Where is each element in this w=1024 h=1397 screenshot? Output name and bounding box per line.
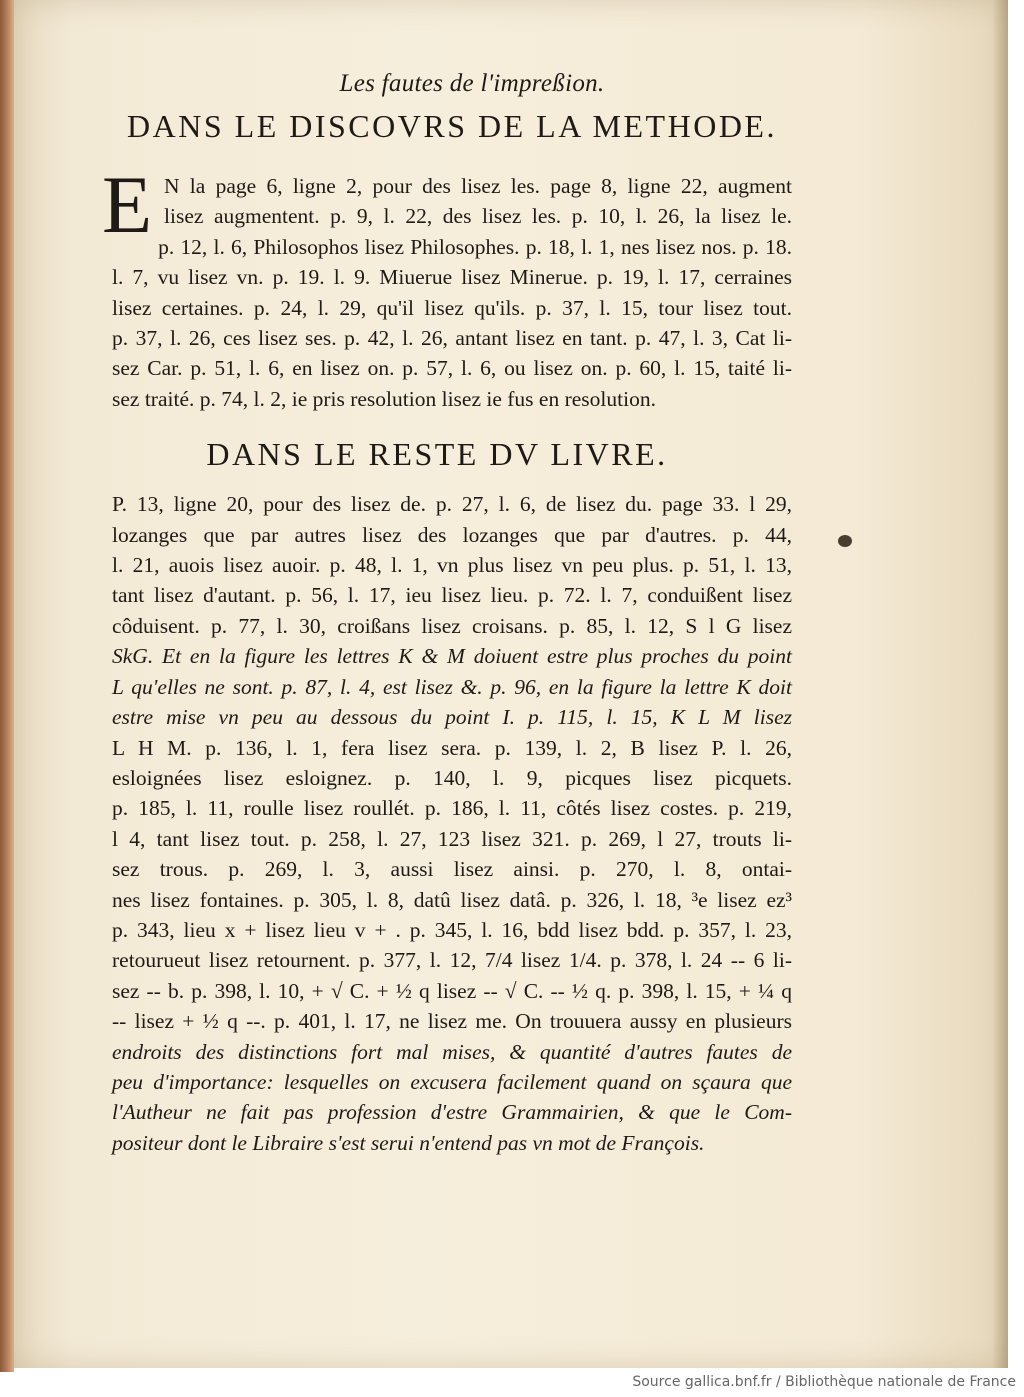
text-line: p. 37, l. 26, ces lisez ses. p. 42, l. 26, antant lisez en tant. p. 47, l. 3, Cat li-	[112, 326, 792, 351]
source-credit: Source gallica.bnf.fr / Bibliothèque nationale de France	[632, 1374, 1016, 1390]
text-line: nes lisez fontaines. p. 305, l. 8, datû lisez datâ. p. 326, l. 18, ³e lisez ez³	[112, 887, 792, 912]
ink-spot	[838, 535, 852, 547]
text-line: L H M. p. 136, l. 1, fera lisez sera. p. 139, l. 2, B lisez P. l. 26,	[112, 735, 792, 760]
text-line: p. 343, lieu x + lisez lieu v + . p. 345, l. 16, bdd lisez bdd. p. 357, l. 23,	[112, 917, 792, 942]
text-line: -- lisez + ½ q --. p. 401, l. 17, ne lisez me. On trouuera aussy en plusieurs	[112, 1009, 792, 1034]
drop-cap: E	[102, 159, 153, 250]
text-line: retourueut lisez retournent. p. 377, l. 12, 7/4 lisez 1/4. p. 378, l. 24 -- 6 li-	[112, 948, 792, 973]
text-line: l'Autheur ne fait pas profession d'estre Grammairien, & que le Com-	[112, 1100, 792, 1125]
text-line: l. 21, auois lisez auoir. p. 48, l. 1, vn plus lisez vn peu plus. p. 51, l. 13,	[112, 553, 792, 578]
book-binding	[0, 0, 14, 1372]
text-line: l 4, tant lisez tout. p. 258, l. 27, 123 lisez 321. p. 269, l 27, trouts li-	[112, 826, 792, 851]
text-line: lozanges que par autres lisez des lozanges que par d'autres. p. 44,	[112, 522, 792, 547]
running-head: Les fautes de l'impreßion.	[339, 70, 605, 97]
text-line: sez trous. p. 269, l. 3, aussi lisez ainsi. p. 270, l. 8, ontai-	[112, 857, 792, 882]
text-line: N la page 6, ligne 2, pour des lisez les. page 8, ligne 22, augment	[164, 174, 792, 198]
text-line: L qu'elles ne sont. p. 87, l. 4, est lisez &. p. 96, en la figure la lettre K doit	[112, 674, 792, 699]
text-line: endroits des distinctions fort mal mises, & quantité d'autres fautes de	[112, 1039, 792, 1064]
heading-reste-livre: DANS LE RESTE DV LIVRE.	[206, 436, 668, 473]
text-line: p. 12, l. 6, Philosophos lisez Philosophes. p. 18, l. 1, nes lisez nos. p. 18.	[158, 234, 792, 259]
text-line: sez Car. p. 51, l. 6, en lisez on. p. 57, l. 6, ou lisez on. p. 60, l. 15, taité li-	[112, 356, 792, 381]
text-line: lisez augmentent. p. 9, l. 22, des lisez les. p. 10, l. 26, la lisez le.	[164, 204, 792, 229]
errata-paragraph-livre	[112, 489, 792, 1158]
errata-paragraph-methode	[102, 159, 792, 414]
text-line: lisez certaines. p. 24, l. 29, qu'il lisez qu'ils. p. 37, l. 15, tour lisez tout.	[112, 295, 792, 320]
text-line: esloignées lisez esloignez. p. 140, l. 9, picques lisez picquets.	[112, 765, 792, 790]
text-line: sez -- b. p. 398, l. 10, + √ C. + ½ q lisez -- √ C. -- ½ q. p. 398, l. 15, + ¼ q	[112, 978, 792, 1003]
text-line: SkG. Et en la figure les lettres K & M doiuent estre plus proches du point	[112, 644, 792, 669]
text-line: positeur dont le Libraire s'est serui n'entend pas vn mot de François.	[112, 1130, 705, 1155]
text-line: tant lisez d'autant. p. 56, l. 17, ieu lisez lieu. p. 72. l. 7, conduißent lisez	[112, 583, 792, 608]
heading-discours-methode: DANS LE DISCOVRS DE LA METHODE.	[127, 108, 777, 144]
text-line: peu d'importance: lesquelles on excusera facilement quand on sçaura que	[112, 1069, 792, 1094]
page-text	[102, 70, 792, 1158]
text-line: sez traité. p. 74, l. 2, ie pris resolution lisez ie fus en resolution.	[112, 386, 656, 411]
text-line: côduisent. p. 77, l. 30, croißans lisez croisans. p. 85, l. 12, S l G lisez	[112, 613, 792, 638]
text-line: P. 13, ligne 20, pour des lisez de. p. 27, l. 6, de lisez du. page 33. l 29,	[112, 492, 792, 517]
text-line: l. 7, vu lisez vn. p. 19. l. 9. Miuerue lisez Minerue. p. 19, l. 17, cerraines	[112, 265, 792, 290]
page-edge-shadow	[992, 0, 1008, 1368]
text-line: estre mise vn peu au dessous du point I. p. 115, l. 15, K L M lisez	[112, 705, 792, 730]
text-line: p. 185, l. 11, roulle lisez roullét. p. 186, l. 11, côtés lisez costes. p. 219,	[112, 796, 792, 821]
